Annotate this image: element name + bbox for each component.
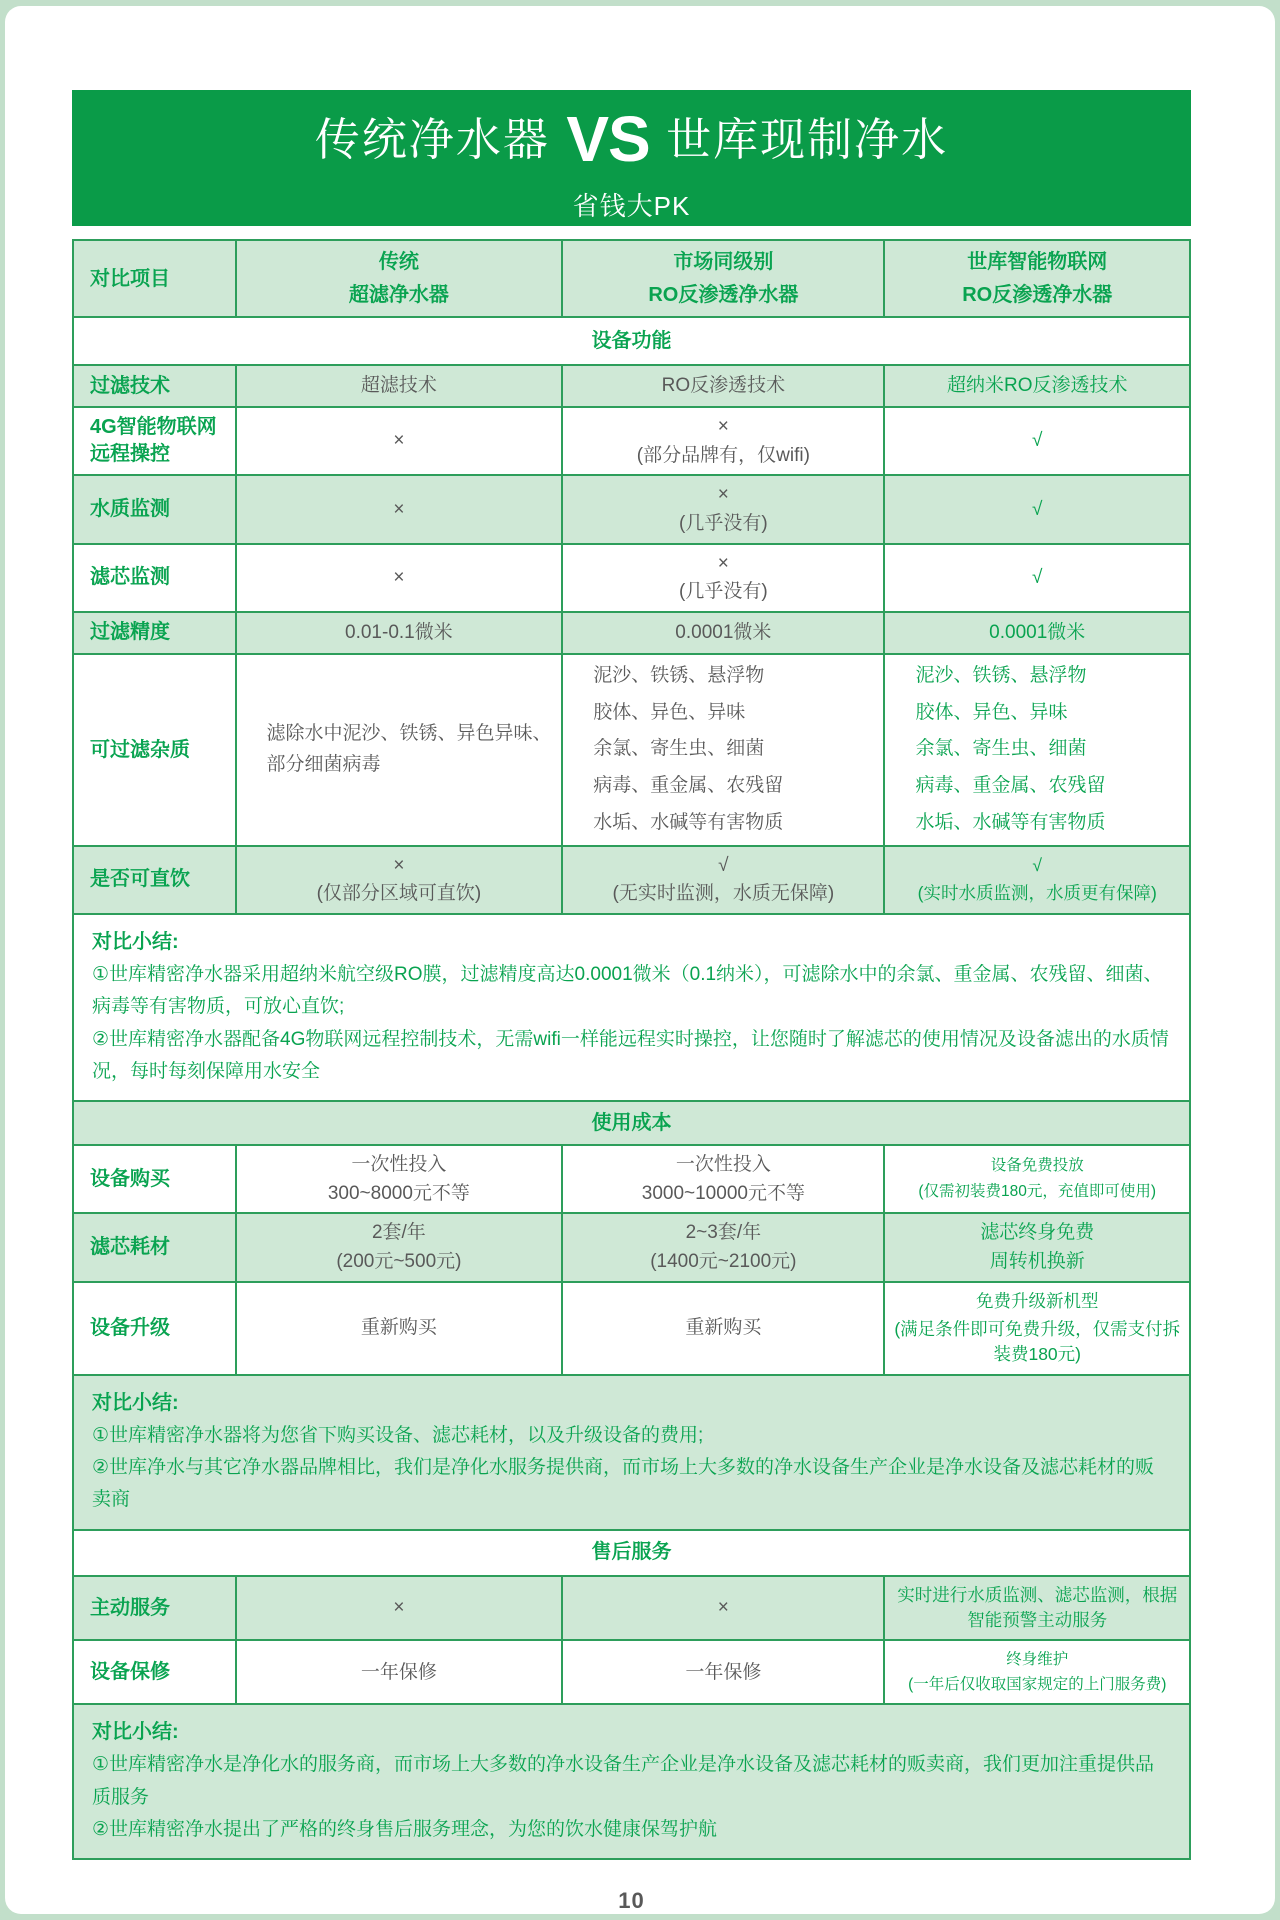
cell-line: 周转机换新	[989, 1251, 1085, 1273]
cell-line: (满足条件即可免费升级，仅需支付拆装费180元)	[894, 1319, 1181, 1365]
banner-vs-text: VS	[566, 103, 650, 175]
cell-line: 对比项目	[90, 267, 170, 290]
table-row	[74, 653, 1189, 845]
summary-line: ②世库精密净水提出了严格的终身售后服务理念，为您的饮水健康保驾护航	[92, 1819, 718, 1841]
value-cell	[235, 366, 562, 406]
cell-line: 市场同级别	[673, 251, 774, 273]
summary-line: ①世库精密净水是净化水的服务商，而市场上大多数的净水设备生产企业是净水设备及滤芯耗材的贩卖商，我们更加注重提供品质服务	[92, 1754, 1155, 1808]
value-cell	[883, 545, 1189, 611]
cell-line: 超滤净水器	[348, 284, 449, 306]
banner-subtitle: 省钱大PK	[572, 191, 691, 221]
cell-line: 水垢、水碱等有害物质	[593, 811, 784, 833]
cell-line: √	[1032, 854, 1043, 875]
cell-line: √	[718, 854, 729, 876]
value-cell	[235, 1283, 562, 1374]
table-row	[74, 543, 1189, 611]
cell-line: √	[1032, 430, 1043, 452]
row-label	[74, 847, 235, 913]
value-cell	[235, 1577, 562, 1640]
cell-line: 一次性投入	[675, 1154, 771, 1176]
value-cell	[561, 408, 883, 474]
cell-line: √	[1032, 566, 1043, 588]
cell-line: 设备保修	[90, 1660, 170, 1683]
cell-line: (实时水质监测，水质更有保障)	[917, 883, 1157, 904]
cell-line: 世库智能物联网	[967, 251, 1108, 273]
value-cell	[883, 366, 1189, 406]
cell-line: 一次性投入	[351, 1154, 447, 1176]
cell-line: 4G智能物联网远程操控	[90, 416, 217, 466]
value-cell	[883, 1214, 1189, 1280]
cell-line: ×	[393, 1597, 405, 1619]
table-row	[74, 1639, 1189, 1703]
summary-row	[74, 1703, 1189, 1858]
value-cell	[883, 1146, 1189, 1212]
row-label	[74, 1146, 235, 1212]
banner	[72, 90, 1191, 226]
cell-line: 水垢、水碱等有害物质	[915, 811, 1106, 833]
content-area	[72, 90, 1191, 1914]
cell-line: (仅部分区域可直饮)	[316, 883, 482, 905]
cell-line: 主动服务	[90, 1596, 170, 1619]
value-cell	[883, 1641, 1189, 1703]
cell-line: 0.01-0.1微米	[345, 622, 453, 644]
summary-line: ②世库精密净水器配备4G物联网远程控制技术，无需wifi一样能远程实时操控，让您随时了解滤芯的使用情况及设备滤出的水质情况，每时每刻保障用水安全	[92, 1028, 1169, 1082]
value-cell	[561, 545, 883, 611]
banner-title-left: 传统净水器	[314, 114, 550, 165]
table-row	[74, 611, 1189, 653]
value-cell	[561, 1283, 883, 1374]
value-cell	[883, 847, 1189, 913]
cell-line: 传统	[378, 251, 419, 273]
page	[5, 6, 1275, 1914]
cell-line: ×	[393, 854, 405, 876]
cell-line: ×	[393, 498, 405, 520]
row-label	[74, 408, 235, 474]
table-row	[74, 364, 1189, 406]
cell-line: RO反渗透净水器	[648, 284, 799, 306]
header-row	[74, 241, 1189, 316]
cell-line: 2~3套/年	[685, 1222, 762, 1244]
cell-line: 超滤技术	[360, 375, 437, 397]
section-row	[74, 316, 1189, 364]
cell-line: 滤芯监测	[90, 566, 170, 589]
cell-line: (部分品牌有，仅wifi)	[636, 444, 810, 466]
summary-block	[74, 1376, 1189, 1529]
cell-line: √	[1032, 498, 1043, 520]
table-row	[74, 474, 1189, 542]
cell-line: 滤芯耗材	[90, 1236, 170, 1259]
value-cell	[235, 476, 562, 542]
cell-line: 病毒、重金属、农残留	[593, 775, 784, 797]
cell-line: 滤除水中泥沙、铁锈、异色异味、部分细菌病毒	[266, 722, 552, 775]
value-cell	[561, 655, 883, 845]
value-cell	[235, 1214, 562, 1280]
cell-line: 2套/年	[371, 1222, 426, 1244]
cell-line: 余氯、寄生虫、细菌	[593, 738, 765, 760]
cell-line: 免费升级新机型	[975, 1290, 1099, 1311]
value-cell	[561, 476, 883, 542]
section-title: 设备功能	[591, 329, 672, 352]
cell-line: (仅需初装费180元，充值即可使用)	[918, 1182, 1157, 1200]
cell-line: 一年保修	[360, 1661, 437, 1683]
cell-line: ×	[717, 552, 729, 574]
section-row	[74, 1529, 1189, 1575]
page-number: 10	[618, 1888, 645, 1914]
table-row	[74, 1212, 1189, 1280]
value-cell	[883, 408, 1189, 474]
value-cell	[883, 613, 1189, 653]
row-label	[74, 655, 235, 845]
summary-heading: 对比小结:	[92, 1721, 179, 1744]
cell-line: 余氯、寄生虫、细菌	[915, 738, 1087, 760]
cell-line: 重新购买	[360, 1317, 437, 1339]
value-cell	[235, 1146, 562, 1212]
row-label	[74, 1283, 235, 1374]
cell-line: 可过滤杂质	[90, 738, 190, 761]
row-label	[74, 545, 235, 611]
cell-line: 300~8000元不等	[327, 1182, 470, 1204]
cell-line: 水质监测	[90, 497, 170, 520]
cell-line: 3000~10000元不等	[641, 1182, 805, 1204]
value-cell	[235, 545, 562, 611]
value-cell	[235, 847, 562, 913]
cell-line: (一年后仅收取国家规定的上门服务费)	[908, 1675, 1167, 1693]
row-label	[74, 1641, 235, 1703]
table-row	[74, 1281, 1189, 1374]
cell-line: ×	[717, 484, 729, 506]
row-label	[74, 1214, 235, 1280]
row-label	[74, 241, 235, 316]
summary-block	[74, 915, 1189, 1100]
cell-line: 重新购买	[685, 1317, 762, 1339]
value-cell	[235, 408, 562, 474]
cell-line: ×	[717, 1597, 729, 1619]
cell-line: 0.0001微米	[675, 622, 772, 644]
banner-title	[72, 103, 1191, 184]
cell-line: RO反渗透净水器	[962, 284, 1113, 306]
cell-line: 胶体、异色、异味	[915, 701, 1068, 723]
table-row	[74, 1144, 1189, 1212]
cell-line: (几乎没有)	[679, 581, 768, 603]
value-cell	[561, 1214, 883, 1280]
value-cell	[883, 1577, 1189, 1640]
section-row	[74, 1100, 1189, 1144]
value-cell	[561, 847, 883, 913]
cell-line: (1400元~2100元)	[650, 1251, 797, 1273]
value-cell	[235, 655, 562, 845]
table-row	[74, 845, 1189, 913]
cell-line: 过滤精度	[90, 621, 170, 644]
row-label	[74, 613, 235, 653]
cell-line: 泥沙、铁锈、悬浮物	[593, 664, 765, 686]
cell-line: 超纳米RO反渗透技术	[946, 375, 1128, 397]
cell-line: 泥沙、铁锈、悬浮物	[915, 664, 1087, 686]
summary-line: ①世库精密净水器将为您省下购买设备、滤芯耗材，以及升级设备的费用;	[92, 1424, 704, 1446]
row-label	[74, 476, 235, 542]
table-row	[74, 406, 1189, 474]
cell-line: ×	[717, 416, 729, 437]
cell-line: 胶体、异色、异味	[593, 701, 746, 723]
cell-line: 过滤技术	[90, 374, 170, 397]
value-cell	[235, 1641, 562, 1703]
summary-heading: 对比小结:	[92, 1391, 179, 1414]
value-cell	[235, 613, 562, 653]
cell-line: 滤芯终身免费	[980, 1222, 1095, 1244]
column-header	[561, 241, 883, 316]
cell-line: RO反渗透技术	[661, 375, 786, 397]
cell-line: ×	[393, 430, 405, 452]
summary-heading: 对比小结:	[92, 930, 179, 953]
row-label	[74, 1577, 235, 1640]
cell-line: ×	[393, 566, 405, 588]
cell-line: 病毒、重金属、农残留	[915, 775, 1106, 797]
value-cell	[561, 1641, 883, 1703]
summary-row	[74, 913, 1189, 1100]
value-cell	[561, 1146, 883, 1212]
summary-line: ①世库精密净水器采用超纳米航空级RO膜，过滤精度高达0.0001微米（0.1纳米），可滤除水中的余氯、重金属、农残留、细菌、病毒等有害物质，可放心直饮;	[92, 963, 1163, 1018]
row-label	[74, 366, 235, 406]
value-cell	[561, 1577, 883, 1640]
value-cell	[883, 476, 1189, 542]
cell-line: 设备购买	[90, 1167, 170, 1190]
cell-line: 一年保修	[685, 1661, 762, 1683]
section-title: 使用成本	[591, 1111, 672, 1134]
value-cell	[561, 366, 883, 406]
column-header	[883, 241, 1189, 316]
cell-line: (几乎没有)	[679, 512, 768, 534]
cell-line: 设备免费投放	[990, 1157, 1084, 1175]
column-header	[235, 241, 562, 316]
summary-line: ②世库净水与其它净水器品牌相比，我们是净化水服务提供商，而市场上大多数的净水设备生产企业是净水设备及滤芯耗材的贩卖商	[92, 1457, 1155, 1511]
cell-line: 0.0001微米	[989, 622, 1086, 644]
value-cell	[883, 1283, 1189, 1374]
summary-block	[74, 1705, 1189, 1858]
cell-line: (无实时监测，水质无保障)	[612, 883, 835, 905]
comparison-table	[72, 239, 1191, 1860]
value-cell	[883, 655, 1189, 845]
table-row	[74, 1575, 1189, 1640]
summary-row	[74, 1374, 1189, 1529]
banner-title-right: 世库现制净水	[666, 114, 949, 165]
section-title: 售后服务	[591, 1541, 672, 1564]
cell-line: 设备升级	[90, 1316, 170, 1339]
value-cell	[561, 613, 883, 653]
cell-line: 是否可直饮	[90, 868, 190, 891]
cell-line: 终身维护	[1006, 1650, 1069, 1668]
cell-line: (200元~500元)	[336, 1251, 462, 1273]
cell-line: 实时进行水质监测、滤芯监测，根据智能预警主动服务	[897, 1584, 1178, 1631]
